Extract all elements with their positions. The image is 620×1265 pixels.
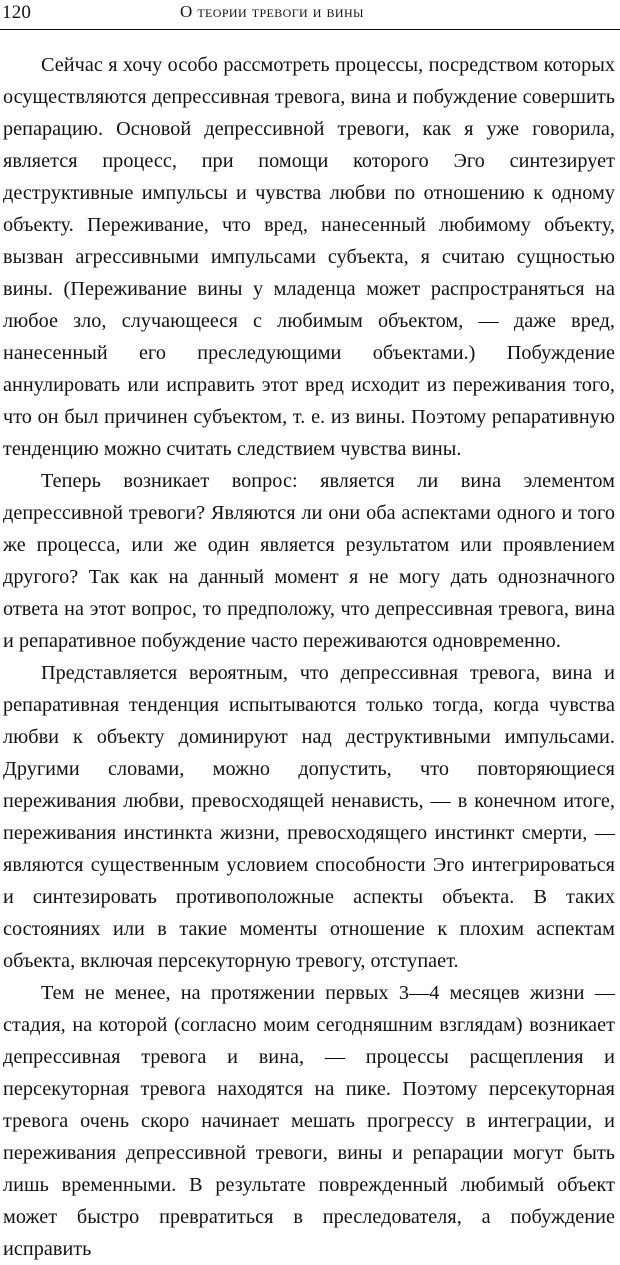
page-number: 120 (2, 2, 32, 23)
page-header (0, 0, 620, 40)
body-text (3, 49, 615, 1265)
running-title: О теории тревоги и вины (180, 2, 364, 21)
paragraph-4: Тем не менее, на протяжении первых 3—4 месяцев жизни — стадия, на которой (согласно моим сегодняшним взглядам) возникает депрессивная тревога и вина, — процессы расщепления и персекуторная тревога находятся на пике. Поэтому персекуторная тревога очень скоро начинает мешать прогрессу в интеграции, и переживания депрессивной тревоги, вины и репарации могут быть лишь временными. В результате поврежденный любимый объект может быстро превратиться в преследователя, а побуждение исправить (3, 982, 615, 1260)
paragraph-2: Теперь возникает вопрос: является ли вина элементом депрессивной тревоги? Являются ли они оба аспектами одного и того же процесса, или же один является результатом или проявлением другого? Так как на данный момент я не могу дать однозначного ответа на этот вопрос, то предположу, что депрессивная тревога, вина и репаративное побуждение часто переживаются одновременно. (3, 470, 615, 652)
paragraph-3: Представляется вероятным, что депрессивная тревога, вина и репаративная тенденция испытываются только тогда, когда чувства любви к объекту доминируют над деструктивными импульсами. Другими словами, можно допустить, что повторяющиеся переживания любви, превосходящей ненависть, — в конечном итоге, переживания инстинкта жизни, превосходящего инстинкт смерти, — являются существенным условием способности Эго интегрироваться и синтезировать противоположные аспекты объекта. В таких состояниях или в такие моменты отношение к плохим аспектам объекта, включая персекуторную тревогу, отступает. (3, 662, 615, 972)
header-rule (0, 29, 620, 30)
paragraph-1: Сейчас я хочу особо рассмотреть процессы, посредством которых осуществляются депрессивная тревога, вина и побуждение совершить репарацию. Основой депрессивной тревоги, как я уже говорила, является процесс, при помощи которого Эго синтезирует деструктивные импульсы и чувства любви по отношению к одному объекту. Переживание, что вред, нанесенный любимому объекту, вызван агрессивными импульсами субъекта, я считаю сущностью вины. (Переживание вины у младенца может распространяться на любое зло, случающееся с любимым объектом, — даже вред, нанесенный его преследующими объектами.) Побуждение аннулировать или исправить этот вред исходит из переживания того, что он был причинен субъектом, т. е. из вины. Поэтому репаративную тенденцию можно считать следствием чувства вины. (3, 54, 615, 460)
